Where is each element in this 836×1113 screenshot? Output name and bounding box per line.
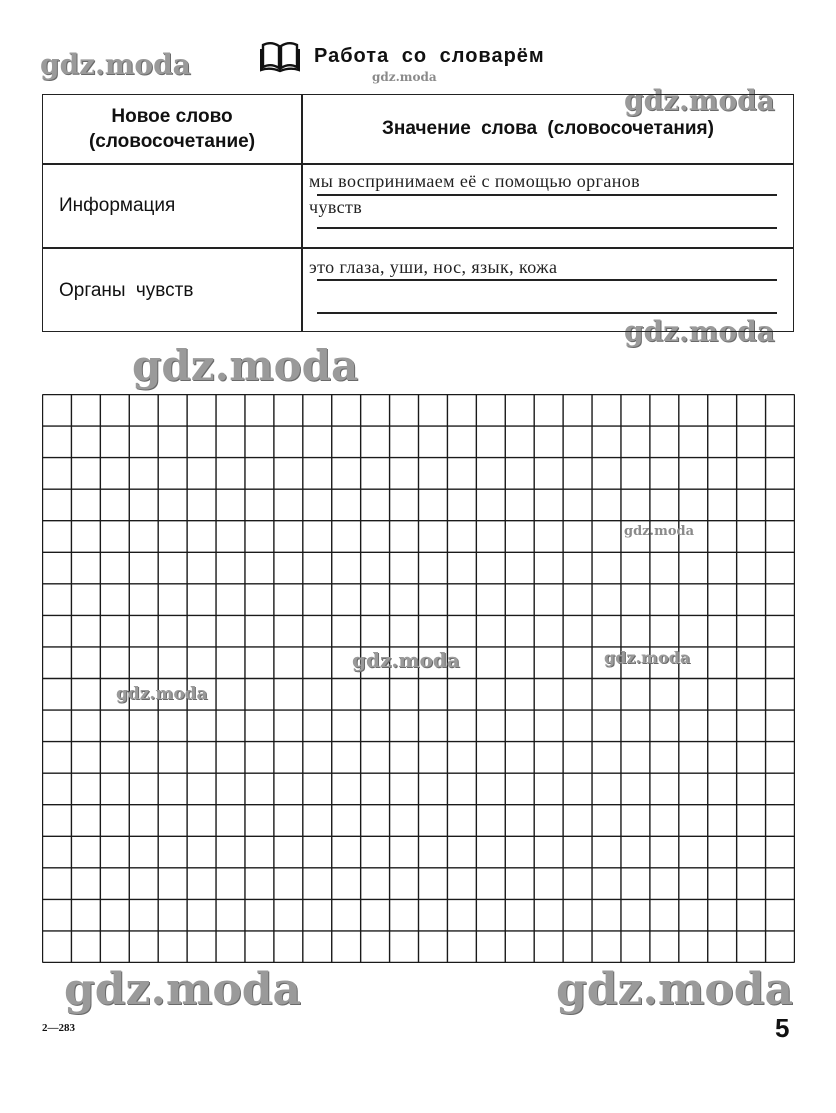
column-header-text: Значение слова (словосочетания)	[382, 118, 714, 139]
section-header	[260, 38, 545, 74]
watermark: gdz.moda	[40, 48, 191, 81]
table-divider	[43, 163, 793, 165]
definition-text: мы воспринимаем её с помощью органов	[309, 171, 641, 191]
vocabulary-table	[42, 94, 794, 332]
column-header-new-word	[43, 95, 301, 163]
writing-line	[317, 312, 777, 314]
page-number: 5	[775, 1013, 790, 1043]
table-term: Органы чувств	[59, 280, 194, 301]
watermark: gdz.moda	[352, 648, 460, 672]
writing-line	[317, 194, 777, 196]
watermark: gdz.moda	[64, 964, 302, 1015]
writing-grid	[42, 394, 795, 963]
table-divider	[43, 247, 793, 249]
watermark: gdz.moda	[556, 964, 794, 1015]
watermark: gdz.moda	[624, 84, 775, 117]
watermark: gdz.moda	[132, 341, 359, 390]
open-book-icon	[260, 39, 300, 73]
definition-text: чувств	[309, 197, 363, 217]
writing-line	[317, 227, 777, 229]
table-term: Информация	[59, 195, 176, 216]
column-header-line: (словосочетание)	[88, 131, 256, 152]
watermark: gdz.moda	[624, 315, 775, 348]
writing-line	[317, 279, 777, 281]
watermark: gdz.moda	[372, 70, 437, 84]
column-header-meaning	[303, 95, 793, 163]
definition-text: это глаза, уши, нос, язык, кожа	[309, 257, 558, 277]
print-code: 2—283	[42, 1022, 75, 1034]
column-header-line: Новое слово	[111, 106, 233, 127]
watermark: gdz.moda	[604, 648, 691, 667]
section-title: Работа со словарём	[314, 44, 545, 67]
watermark: gdz.moda	[624, 524, 695, 539]
watermark: gdz.moda	[116, 684, 208, 704]
